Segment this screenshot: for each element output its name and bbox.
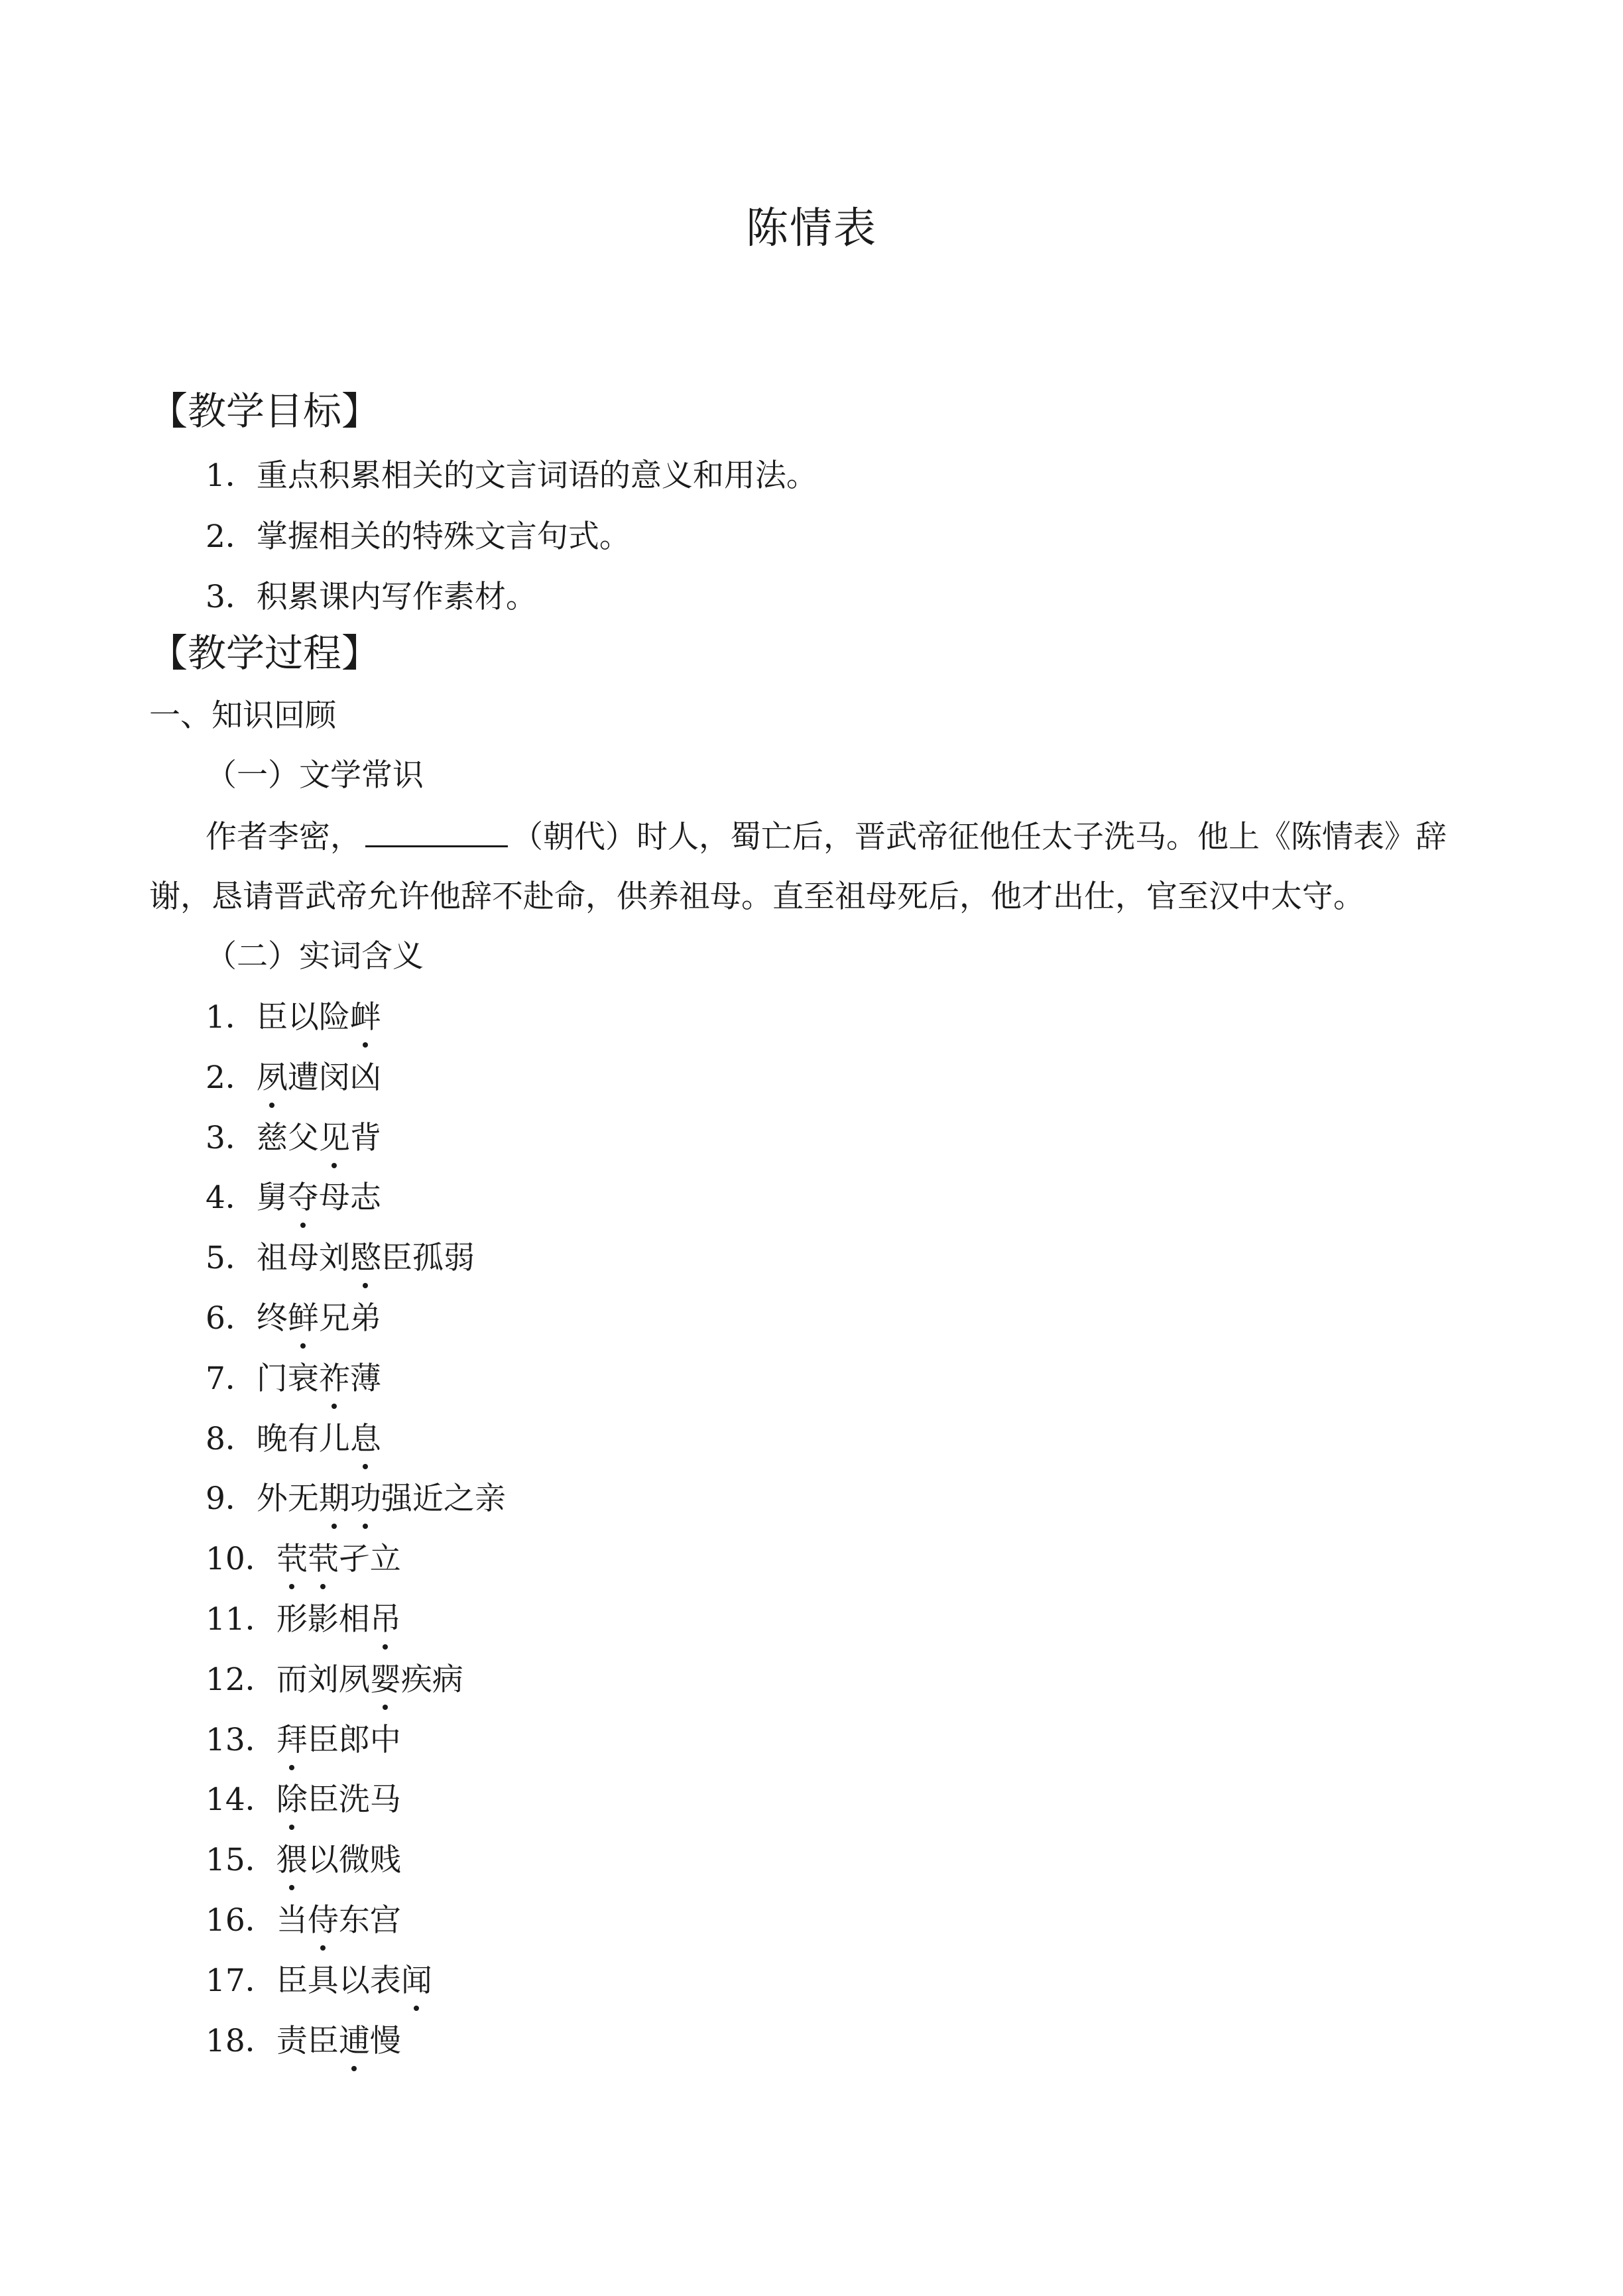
- item-number: 2．: [206, 1059, 257, 1096]
- key-word: [319, 1480, 381, 1517]
- key-word: [319, 1120, 350, 1156]
- emphasized-character: 息: [350, 1416, 381, 1463]
- emphasized-character: 愍: [350, 1235, 381, 1282]
- item-text: 门衰: [256, 1360, 319, 1397]
- item-text: 当: [276, 1902, 308, 1939]
- item-number: 5．: [206, 1240, 257, 1276]
- emphasized-character: 夺: [288, 1175, 319, 1221]
- word-list-item: [206, 1898, 401, 1944]
- item-text: 臣以险: [256, 999, 350, 1036]
- sub1-heading: （一）文学常识: [206, 757, 424, 794]
- emphasized-character: 衅: [350, 995, 381, 1041]
- item-text: 背: [349, 1120, 381, 1156]
- key-word: [350, 1421, 381, 1457]
- item-number: 7．: [206, 1360, 257, 1397]
- emphasized-character: 拜: [276, 1717, 308, 1764]
- emphasized-character: 逋: [339, 2018, 370, 2065]
- key-word: [350, 999, 381, 1036]
- item-number: 8．: [206, 1421, 257, 1457]
- item-number: 14．: [206, 1782, 276, 1818]
- item-number: 1．: [206, 999, 257, 1036]
- key-word: [276, 1722, 308, 1758]
- word-list-item: [206, 1296, 381, 1342]
- item-text: 臣孤弱: [381, 1240, 475, 1276]
- item-text: 强近之亲: [381, 1480, 506, 1517]
- item-text: 晚有儿: [256, 1421, 350, 1457]
- sub2-heading: （二）实词含义: [206, 938, 424, 975]
- item-number: 13．: [206, 1722, 276, 1758]
- word-list-item: [206, 1777, 401, 1823]
- item-text: 臣具以表: [276, 1963, 401, 1999]
- item-text: 慈父: [256, 1120, 319, 1156]
- item-text: 孑立: [338, 1541, 401, 1577]
- word-list-item: [206, 1175, 381, 1221]
- emphasized-character: 功: [350, 1476, 381, 1522]
- part1-heading: 一、知识回顾: [149, 697, 336, 734]
- key-word: [257, 1059, 288, 1096]
- fill-in-blank[interactable]: [365, 814, 508, 847]
- paragraph-text: 作者李密，: [206, 819, 361, 855]
- item-number: 12．: [206, 1662, 276, 1698]
- key-word: [288, 1300, 319, 1337]
- objectives-heading: 【教学目标】: [149, 389, 381, 434]
- item-text: 遭闵凶: [287, 1059, 381, 1096]
- item-number: 18．: [206, 2023, 276, 2059]
- item-text: 臣洗马: [307, 1782, 401, 1818]
- item-number: 16．: [206, 1902, 276, 1939]
- item-number: 6．: [206, 1300, 257, 1337]
- word-list-item: [206, 1416, 381, 1463]
- word-list-item: [206, 1536, 401, 1583]
- key-word: [276, 1842, 308, 1878]
- word-list-item: [206, 1235, 475, 1282]
- emphasized-character: 婴: [370, 1657, 401, 1703]
- word-list-item: [206, 1958, 432, 2004]
- emphasized-character: 祚: [319, 1356, 350, 1402]
- item-number: 3．: [206, 1120, 257, 1156]
- word-list-item: [206, 1657, 463, 1703]
- emphasized-character: 侍: [308, 1898, 339, 1944]
- literature-paragraph-line2: 谢，恳请晋武帝允许他辞不赴命，供养祖母。直至祖母死后，他才出仕，官至汉中太守。: [149, 878, 1364, 915]
- item-text: 形影相: [276, 1601, 370, 1638]
- objective-item: 2．掌握相关的特殊文言句式。: [206, 518, 631, 555]
- key-word: [401, 1963, 432, 1999]
- emphasized-character: 茕: [308, 1536, 339, 1583]
- emphasized-character: 猥: [276, 1837, 308, 1884]
- item-text: 外无: [256, 1480, 319, 1517]
- key-word: [319, 1360, 350, 1397]
- key-word: [276, 1541, 339, 1577]
- item-text: 责臣: [276, 2023, 339, 2059]
- process-heading: 【教学过程】: [149, 631, 381, 676]
- item-number: 15．: [206, 1842, 276, 1878]
- item-number: 9．: [206, 1480, 257, 1517]
- literature-paragraph-line1: [206, 814, 1447, 861]
- item-number: 17．: [206, 1963, 276, 1999]
- word-list-item: [206, 1115, 381, 1162]
- item-text: 以微贱: [307, 1842, 401, 1878]
- item-text: 祖母刘: [256, 1240, 350, 1276]
- item-text: 终: [256, 1300, 288, 1337]
- key-word: [370, 1601, 401, 1638]
- emphasized-character: 茕: [276, 1536, 308, 1583]
- item-number: 11．: [206, 1601, 276, 1638]
- item-text: 薄: [349, 1360, 381, 1397]
- paragraph-text: （朝代）时人，蜀亡后，晋武帝征他任太子洗马。他上《陈情表》辞: [512, 819, 1447, 855]
- emphasized-character: 夙: [257, 1055, 288, 1101]
- word-list-item: [206, 2018, 401, 2065]
- item-text: 而刘夙: [276, 1662, 370, 1698]
- objective-item: 3．积累课内写作素材。: [206, 579, 537, 615]
- emphasized-character: 除: [276, 1777, 308, 1823]
- word-list-item: [206, 1356, 381, 1402]
- emphasized-character: 吊: [370, 1597, 401, 1643]
- word-list-item: [206, 1597, 401, 1643]
- word-list-item: [206, 1717, 401, 1764]
- word-list-item: [206, 995, 381, 1041]
- objective-item: 1．重点积累相关的文言词语的意义和用法。: [206, 457, 817, 494]
- item-text: 兄弟: [318, 1300, 381, 1337]
- key-word: [350, 1240, 381, 1276]
- emphasized-character: 闻: [401, 1958, 432, 2004]
- emphasized-character: 见: [319, 1115, 350, 1162]
- key-word: [370, 1662, 401, 1698]
- word-list-item: [206, 1837, 401, 1884]
- key-word: [288, 1179, 319, 1216]
- item-text: 舅: [256, 1179, 288, 1216]
- item-text: 母志: [318, 1179, 381, 1216]
- item-number: 4．: [206, 1179, 257, 1216]
- word-list-item: [206, 1476, 506, 1522]
- word-list-item: [206, 1055, 381, 1101]
- emphasized-character: 期: [319, 1476, 350, 1522]
- item-text: 慢: [369, 2023, 401, 2059]
- item-text: 东宫: [338, 1902, 401, 1939]
- key-word: [308, 1902, 339, 1939]
- emphasized-character: 鲜: [288, 1296, 319, 1342]
- item-number: 10．: [206, 1541, 276, 1577]
- page-title: 陈情表: [746, 204, 877, 253]
- item-text: 疾病: [400, 1662, 463, 1698]
- key-word: [339, 2023, 370, 2059]
- item-text: 臣郎中: [307, 1722, 401, 1758]
- key-word: [276, 1782, 308, 1818]
